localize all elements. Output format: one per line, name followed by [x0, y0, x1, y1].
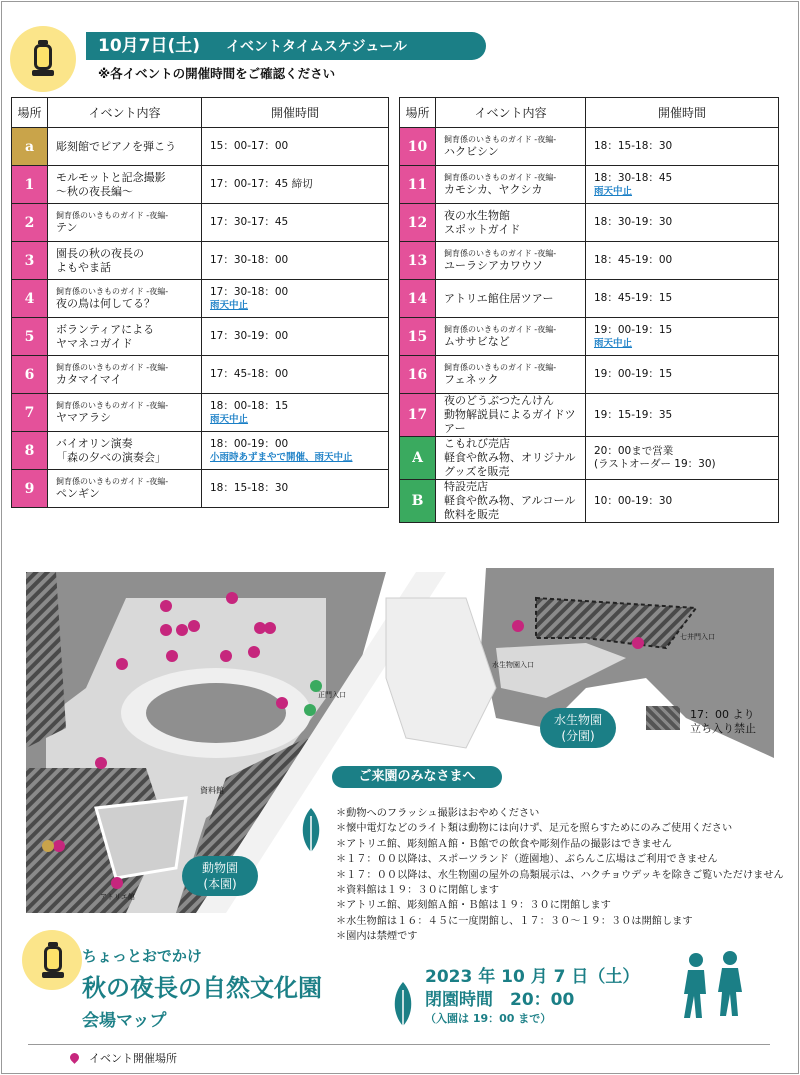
schedule-row	[400, 394, 779, 437]
event-name: ペンギン	[56, 487, 100, 500]
schedule-row	[12, 242, 389, 280]
pin-a	[42, 840, 54, 852]
event-time: 18：00-18：15	[210, 399, 289, 412]
pin-3	[53, 840, 65, 852]
open-area	[386, 598, 496, 748]
schedule-table-left	[11, 97, 389, 508]
event-name: バイオリン演奏 「森の夕べの演奏会」	[56, 436, 166, 464]
pin-10	[160, 624, 172, 636]
time-cell	[202, 242, 389, 280]
event-cell	[48, 356, 202, 394]
event-cell	[436, 242, 586, 280]
event-name: ボランティアによる ヤマネコガイド	[56, 322, 155, 350]
place-code: 9	[12, 470, 48, 508]
event-series: 飼育係のいきものガイド -夜編-	[56, 401, 169, 410]
time-cell	[586, 280, 779, 318]
map-label-shiryokan: 資料館	[200, 786, 224, 795]
footer-hours: 閉園時間 20：00	[425, 990, 575, 1010]
event-cell	[436, 356, 586, 394]
time-cell	[202, 166, 389, 204]
col-place: 場所	[400, 98, 436, 128]
event-time: 10：00-19：30	[594, 494, 673, 507]
footer-lantern-badge	[22, 930, 82, 990]
lantern-icon	[32, 40, 54, 78]
place-code: 13	[400, 242, 436, 280]
leaf-icon	[392, 980, 414, 1034]
time-cell	[586, 242, 779, 280]
pin-7	[220, 650, 232, 662]
notice-item: ＊懐中電灯などのライト類は動物には向けず、足元を照らすためにのみご使用ください	[336, 823, 733, 835]
place-code: 1	[12, 166, 48, 204]
field	[146, 683, 286, 743]
pin-5	[116, 658, 128, 670]
place-code: 14	[400, 280, 436, 318]
map-pin-icon	[68, 1051, 81, 1064]
event-series: 飼育係のいきものガイド -夜編-	[444, 363, 557, 372]
aquarium-text: 水生物園 (分園)	[553, 713, 602, 743]
event-name: 夜の水生物館 スポットガイド	[444, 208, 521, 236]
col-event: イベント内容	[48, 98, 202, 128]
place-code: 15	[400, 318, 436, 356]
event-cell	[48, 280, 202, 318]
time-cell	[202, 204, 389, 242]
pin-14	[111, 877, 123, 889]
aquarium-label	[540, 708, 616, 748]
pin-8	[276, 697, 288, 709]
footer-divider	[28, 1044, 770, 1045]
event-name: 夜のどうぶつたんけん 動物解説員によるガイドツアー	[444, 394, 576, 435]
notice-title: ご来園のみなさまへ	[332, 766, 502, 788]
event-series: 飼育係のいきものガイド -夜編-	[56, 287, 169, 296]
schedule-row	[12, 204, 389, 242]
walking-people-icon	[676, 950, 754, 1020]
event-time: 15：00-17：00	[210, 140, 289, 152]
event-series: 飼育係のいきものガイド -夜編-	[56, 477, 169, 486]
event-name: ヤマアラシ	[56, 411, 111, 424]
event-time: 20：00まで営業 (ラストオーダー 19：30)	[594, 445, 716, 470]
event-series: 飼育係のいきものガイド -夜編-	[444, 325, 557, 334]
col-time: 開催時間	[586, 98, 779, 128]
pin-15	[160, 600, 172, 612]
event-cell	[48, 128, 202, 166]
time-cell	[586, 128, 779, 166]
map-label-atelier: アトリエ館	[100, 893, 135, 901]
place-code: 7	[12, 394, 48, 432]
place-code: 2	[12, 204, 48, 242]
main-zoo-text: 動物園 (本園)	[201, 861, 238, 891]
event-name: カモシカ、ヤクシカ	[444, 183, 543, 196]
event-cell	[436, 318, 586, 356]
event-cell	[436, 128, 586, 166]
place-code: 12	[400, 204, 436, 242]
time-cell	[202, 470, 389, 508]
schedule-subtitle: イベントタイムスケジュール	[226, 39, 407, 55]
time-cell	[586, 394, 779, 437]
place-code: 5	[12, 318, 48, 356]
event-cell	[48, 394, 202, 432]
event-time: 18：15-18：30	[210, 482, 289, 494]
pin-legend-label: イベント開催場所	[89, 1052, 177, 1065]
event-cell	[48, 432, 202, 470]
place-code: B	[400, 480, 436, 523]
place-code: 16	[400, 356, 436, 394]
event-time: 17：30-17：45	[210, 216, 289, 228]
schedule-note: ※各イベントの開催時間をご確認ください	[98, 66, 336, 81]
col-event: イベント内容	[436, 98, 586, 128]
pin-12	[512, 620, 524, 632]
event-name: モルモットと記念撮影 ～秋の夜長編～	[56, 170, 166, 198]
event-time: 18：30-18：45	[594, 171, 673, 184]
event-cell	[436, 437, 586, 480]
schedule-table-right	[399, 97, 779, 523]
place-code: A	[400, 437, 436, 480]
place-code: 4	[12, 280, 48, 318]
col-time: 開催時間	[202, 98, 389, 128]
pin-legend	[70, 1050, 177, 1066]
event-name: アトリエ館住居ツアー	[444, 291, 554, 305]
event-cell	[436, 280, 586, 318]
event-cell	[48, 242, 202, 280]
time-cell	[202, 432, 389, 470]
event-time: 17：30-19：00	[210, 330, 289, 342]
event-name: カタマイマイ	[56, 373, 122, 386]
event-series: 飼育係のいきものガイド -夜編-	[444, 135, 557, 144]
event-name: ハクビシン	[444, 145, 499, 158]
schedule-row	[400, 242, 779, 280]
notice-item: ＊１７：００以降は、水生物園の屋外の鳥類展示は、ハクチョウデッキを除きご覧いただけません	[336, 869, 784, 881]
schedule-row	[400, 280, 779, 318]
notice-item: ＊動物へのフラッシュ撮影はおやめください	[336, 808, 540, 819]
event-cell	[48, 318, 202, 356]
place-code: a	[12, 128, 48, 166]
event-series: 飼育係のいきものガイド -夜編-	[444, 173, 557, 182]
event-cell	[48, 166, 202, 204]
time-cell	[202, 128, 389, 166]
notice-item: ＊１７：００以降は、スポーツランド（遊園地）、ぶらんこ広場はご利用できません	[336, 854, 718, 866]
event-name: こもれび売店 軽食や飲み物、オリジナルグッズを販売	[444, 437, 576, 478]
event-cell	[436, 166, 586, 204]
schedule-row	[12, 280, 389, 318]
event-cell	[436, 480, 586, 523]
schedule-row	[400, 166, 779, 204]
footer-subtitle: 会場マップ	[82, 1011, 167, 1031]
event-cell	[48, 470, 202, 508]
event-cell	[48, 204, 202, 242]
event-time: 19：00-19：15	[594, 368, 673, 380]
time-cell	[586, 204, 779, 242]
col-place: 場所	[12, 98, 48, 128]
main-zoo-label	[182, 856, 258, 896]
notice-item: ＊水生物館は１６：４５に一度閉館し、１７：３０～１９：３０は開館します	[336, 915, 693, 927]
rain-note: 雨天中止	[594, 337, 633, 349]
event-name: ユーラシアカワウソ	[444, 259, 543, 272]
leaf-icon	[300, 806, 322, 860]
pin-4	[632, 637, 644, 649]
place-code: 8	[12, 432, 48, 470]
pin-13	[188, 620, 200, 632]
schedule-row	[400, 318, 779, 356]
rain-note: 雨天中止	[210, 299, 249, 311]
place-code: 11	[400, 166, 436, 204]
notice-item: ＊アトリエ館、彫刻館Ａ館・Ｂ館は１９：３０に閉館します	[336, 900, 611, 912]
footer-entry-note: （入園は 19：00 まで）	[425, 1012, 552, 1025]
rain-note: 雨天中止	[594, 185, 633, 197]
event-time: 17：30-18：00	[210, 285, 289, 298]
schedule-title-bar	[86, 32, 486, 60]
time-cell	[586, 166, 779, 204]
footer-date: 2023 年 10 月 7 日（土）	[425, 967, 640, 987]
footer-main-title: 秋の夜長の自然文化園	[82, 974, 322, 1002]
time-cell	[202, 280, 389, 318]
time-cell	[586, 480, 779, 523]
event-time: 18：45-19：15	[594, 292, 673, 304]
pin-2	[176, 624, 188, 636]
time-cell	[202, 394, 389, 432]
time-cell	[586, 356, 779, 394]
event-time: 17：45-18：00	[210, 368, 289, 380]
pin-A	[304, 704, 316, 716]
event-time: 19：00-19：15	[594, 323, 673, 336]
time-cell	[586, 437, 779, 480]
event-name: 園長の秋の夜長の よもやま話	[56, 246, 144, 274]
schedule-row	[400, 437, 779, 480]
schedule-row	[12, 470, 389, 508]
event-name: テン	[56, 221, 78, 234]
schedule-row	[12, 166, 389, 204]
event-cell	[436, 394, 586, 437]
schedule-row	[400, 480, 779, 523]
schedule-row	[12, 128, 389, 166]
place-code: 10	[400, 128, 436, 166]
event-series: 飼育係のいきものガイド -夜編-	[56, 363, 169, 372]
restricted-legend-swatch	[646, 706, 680, 730]
pin-16	[166, 650, 178, 662]
schedule-row	[12, 394, 389, 432]
map-label-nanmon: 七井門入口	[680, 633, 715, 641]
notice-item: ＊園内は禁煙です	[336, 931, 418, 943]
schedule-row	[12, 432, 389, 470]
schedule-row	[12, 318, 389, 356]
event-series: 飼育係のいきものガイド -夜編-	[56, 211, 169, 220]
event-series: 飼育係のいきものガイド -夜編-	[444, 249, 557, 258]
notice-item: ＊資料館は１９：３０に閉館します	[336, 885, 499, 897]
pin-11	[226, 592, 238, 604]
time-cell	[586, 318, 779, 356]
pin-6	[95, 757, 107, 769]
pin-17	[264, 622, 276, 634]
event-time: 18：45-19：00	[594, 254, 673, 266]
event-time: 19：15-19：35	[594, 408, 673, 421]
event-name: 夜の鳥は何してる？	[56, 297, 155, 310]
event-name: フェネック	[444, 373, 499, 386]
event-cell	[436, 204, 586, 242]
time-cell	[202, 356, 389, 394]
event-date: 10月7日(土)	[98, 36, 201, 56]
event-time: 17：30-18：00	[210, 254, 289, 266]
lantern-icon	[42, 942, 64, 980]
event-name: 彫刻館でピアノを弾こう	[56, 139, 177, 153]
place-code: 17	[400, 394, 436, 437]
pin-1	[248, 646, 260, 658]
time-cell	[202, 318, 389, 356]
event-time: 18：30-19：30	[594, 216, 673, 228]
schedule-row	[400, 204, 779, 242]
event-name: 特設売店 軽食や飲み物、アルコール飲料を販売	[444, 480, 576, 521]
footer-kicker: ちょっとおでかけ	[82, 947, 202, 965]
notice-list	[336, 806, 784, 945]
restricted-legend-text: 17：00 より 立ち入り禁止	[690, 708, 756, 735]
schedule-row	[400, 128, 779, 166]
map-label-main-gate: 正門入口	[318, 691, 346, 699]
event-time: 18：15-18：30	[594, 140, 673, 152]
map-label-aqua-gate: 水生物園入口	[492, 661, 534, 669]
schedule-row	[12, 356, 389, 394]
rain-note: 雨天中止	[210, 413, 249, 425]
notice-item: ＊アトリエ館、彫刻館Ａ館・Ｂ館での飲食や彫刻作品の撮影はできません	[336, 838, 672, 850]
place-code: 3	[12, 242, 48, 280]
schedule-row	[400, 356, 779, 394]
event-time: 18：00-19：00	[210, 437, 289, 450]
place-code: 6	[12, 356, 48, 394]
event-time: 17：00-17：45 締切	[210, 178, 313, 190]
rain-note: 小雨時あずまやで開催、雨天中止	[210, 451, 353, 463]
lantern-badge	[10, 26, 76, 92]
event-name: ムササビなど	[444, 335, 510, 348]
